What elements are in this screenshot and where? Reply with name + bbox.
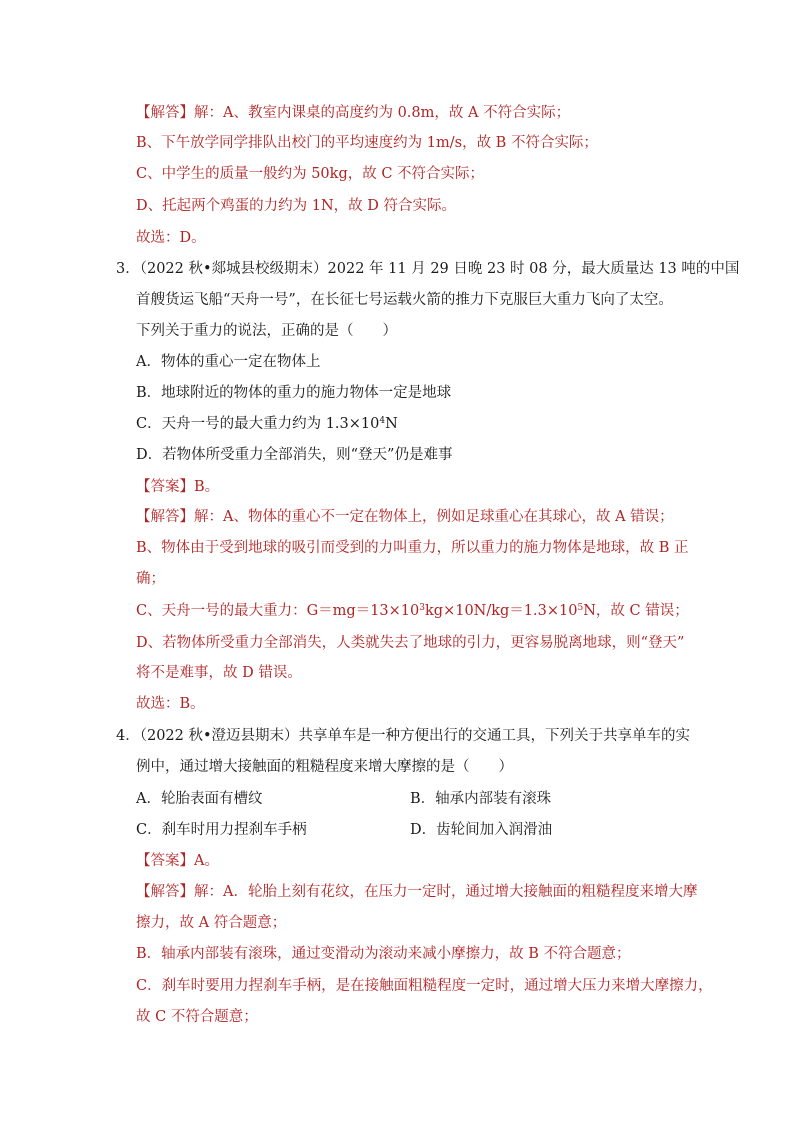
- q3-option-c: [136, 414, 398, 434]
- q3-option-c-post: N: [385, 416, 398, 432]
- q2-analysis-c: C、中学生的质量一般约为 50kg，故 C 不符合实际；: [136, 166, 485, 182]
- q4-stem-line-2: 例中，通过增大接触面的粗糙程度来增大摩擦的是（ ）: [136, 759, 513, 775]
- q3-analysis-c-post: N，故 C 错误；: [583, 603, 689, 619]
- q3-option-d: D．若物体所受重力全部消失，则“登天”仍是难事: [136, 447, 453, 463]
- q2-choice: 故选：D。: [136, 230, 206, 246]
- q3-analysis-c: [136, 601, 689, 621]
- q4-analysis-a-line-1: [136, 882, 697, 902]
- q4-answer: [136, 851, 219, 871]
- q4-analysis-a-text: 解：A．轮胎上刻有花纹，在压力一定时，通过增大接触面的粗糙程度来增大摩: [194, 884, 698, 900]
- q2-analysis-d: D、托起两个鸡蛋的力约为 1N，故 D 符合实际。: [136, 198, 456, 214]
- q4-analysis-b: B．轴承内部装有滚珠，通过变滑动为滚动来减小摩擦力，故 B 不符合题意；: [136, 946, 631, 962]
- q3-analysis-b-line-2: 确；: [136, 571, 165, 587]
- q4-option-d: D．齿轮间加入润滑油: [410, 822, 553, 838]
- q4-option-c: C．刹车时用力捏刹车手柄: [136, 822, 307, 838]
- answer-tag: 【答案】: [136, 853, 194, 869]
- analysis-tag: 【解答】: [136, 884, 194, 900]
- q3-stem-line-2: 首艘货运飞船“天舟一号”，在长征七号运载火箭的推力下克服巨大重力飞向了太空。: [136, 292, 673, 308]
- q3-option-c-exponent: 4: [379, 416, 386, 426]
- q3-answer-value: B。: [194, 479, 220, 495]
- q3-stem-line-3: 下列关于重力的说法，正确的是（ ）: [136, 323, 397, 339]
- q2-analysis-b: B、下午放学同学排队出校门的平均速度约为 1m/s，故 B 不符合实际；: [136, 135, 598, 151]
- q3-analysis-c-exponent-1: 3: [419, 603, 425, 613]
- q3-analysis-b-line-1: B、物体由于受到地球的吸引而受到的力叫重力，所以重力的施力物体是地球，故 B 正: [136, 540, 689, 556]
- q3-analysis-c-mid: kg×10N/kg＝1.3×10: [425, 603, 578, 619]
- q2-analysis-a: [136, 103, 570, 123]
- q3-analysis-a: [136, 507, 674, 527]
- q4-option-b: B．轴承内部装有滚珠: [410, 791, 552, 807]
- q3-analysis-a-text: 解：A、物体的重心不一定在物体上，例如足球重心在其球心，故 A 错误；: [194, 509, 674, 525]
- analysis-tag: 【解答】: [136, 105, 194, 121]
- q3-choice: 故选：B。: [136, 696, 205, 712]
- q4-analysis-a-line-2: 擦力，故 A 符合题意；: [136, 915, 287, 931]
- q2-analysis-a-text: 解：A、教室内课桌的高度约为 0.8m，故 A 不符合实际；: [194, 105, 571, 121]
- q3-analysis-c-exponent-2: 5: [577, 603, 584, 613]
- q3-analysis-d-line-2: 将不是难事，故 D 错误。: [136, 665, 302, 681]
- q4-analysis-c-line-1: C．刹车时要用力捏刹车手柄，是在接触面粗糙程度一定时，通过增大压力来增大摩擦力，: [136, 978, 713, 994]
- q3-option-c-pre: C．天舟一号的最大重力约为 1.3×10: [136, 416, 380, 432]
- q3-option-a: A．物体的重心一定在物体上: [136, 354, 321, 370]
- analysis-tag: 【解答】: [136, 509, 194, 525]
- q3-stem-line-1: 3．（2022 秋•郯城县校级期末）2022 年 11 月 29 日晚 23 时 08 分，最大质量达 13 吨的中国: [116, 261, 740, 277]
- answer-tag: 【答案】: [136, 479, 194, 495]
- q3-answer: [136, 477, 219, 497]
- q4-stem-line-1: 4．（2022 秋•澄迈县期末）共享单车是一种方便出行的交通工具，下列关于共享单车的实: [116, 728, 691, 744]
- q4-analysis-c-line-2: 故 C 不符合题意；: [136, 1009, 258, 1025]
- q3-option-b: B．地球附近的物体的重力的施力物体一定是地球: [136, 385, 452, 401]
- q4-answer-value: A。: [194, 853, 219, 869]
- q4-option-a: A．轮胎表面有槽纹: [136, 791, 263, 807]
- q3-analysis-d-line-1: D、若物体所受重力全部消失，人类就失去了地球的引力，更容易脱离地球，则“登天”: [136, 635, 685, 651]
- q3-analysis-c-pre: C、天舟一号的最大重力：G＝mg＝13×10: [136, 603, 420, 619]
